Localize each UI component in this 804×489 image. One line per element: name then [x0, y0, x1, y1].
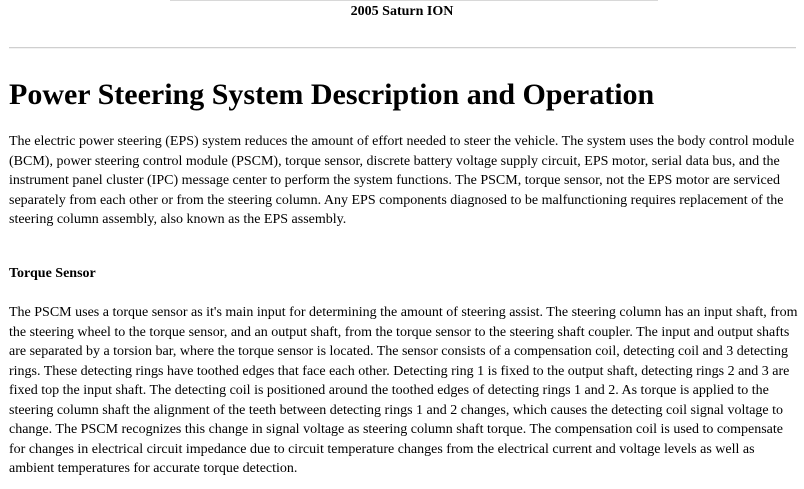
vehicle-header-title: 2005 Saturn ION — [350, 4, 454, 19]
top-divider — [170, 0, 658, 1]
page-title: Power Steering System Description and Operation — [9, 78, 655, 111]
intro-paragraph: The electric power steering (EPS) system reduces the amount of effort needed to steer the vehicle. The system uses the body control module (BCM), power steering control module (PSCM), torque sensor, discrete battery voltage supply circuit, EPS motor, serial data bus, and the instrument panel cluster (IPC) message center to perform the system functions. The PSCM, torque sensor, not the EPS motor are serviced separately from each other or from the steering column. Any EPS components diagnosed to be malfunctioning requires replacement of the steering column assembly, also known as the EPS assembly. — [9, 134, 795, 227]
header-divider — [9, 47, 796, 49]
torque-sensor-paragraph: The PSCM uses a torque sensor as it's main input for determining the amount of steering assist. The steering column has an input shaft, from the steering wheel to the torque sensor, and an output shaft, from the torque sensor to the steering shaft coupler. The input and output shafts are separated by a torsion bar, where the torque sensor is located. The sensor consists of a compensation coil, detecting coil and 3 detecting rings. These detecting rings have toothed edges that face each other. Detecting ring 1 is fixed to the output shaft, detecting rings 2 and 3 are fixed top the input shaft. The detecting coil is positioned around the toothed edges of detecting rings 1 and 2. As torque is applied to the steering column shaft the alignment of the teeth between detecting rings 1 and 2 changes, which causes the detecting coil signal voltage to change. The PSCM recognizes this change in signal voltage as steering column shaft torque. The compensation coil is used to compensate for changes in electrical circuit impedance due to circuit temperature changes from the electrical current and voltage levels as well as ambient temperatures for accurate torque detection. — [9, 305, 798, 476]
section-heading-torque-sensor: Torque Sensor — [9, 266, 96, 281]
